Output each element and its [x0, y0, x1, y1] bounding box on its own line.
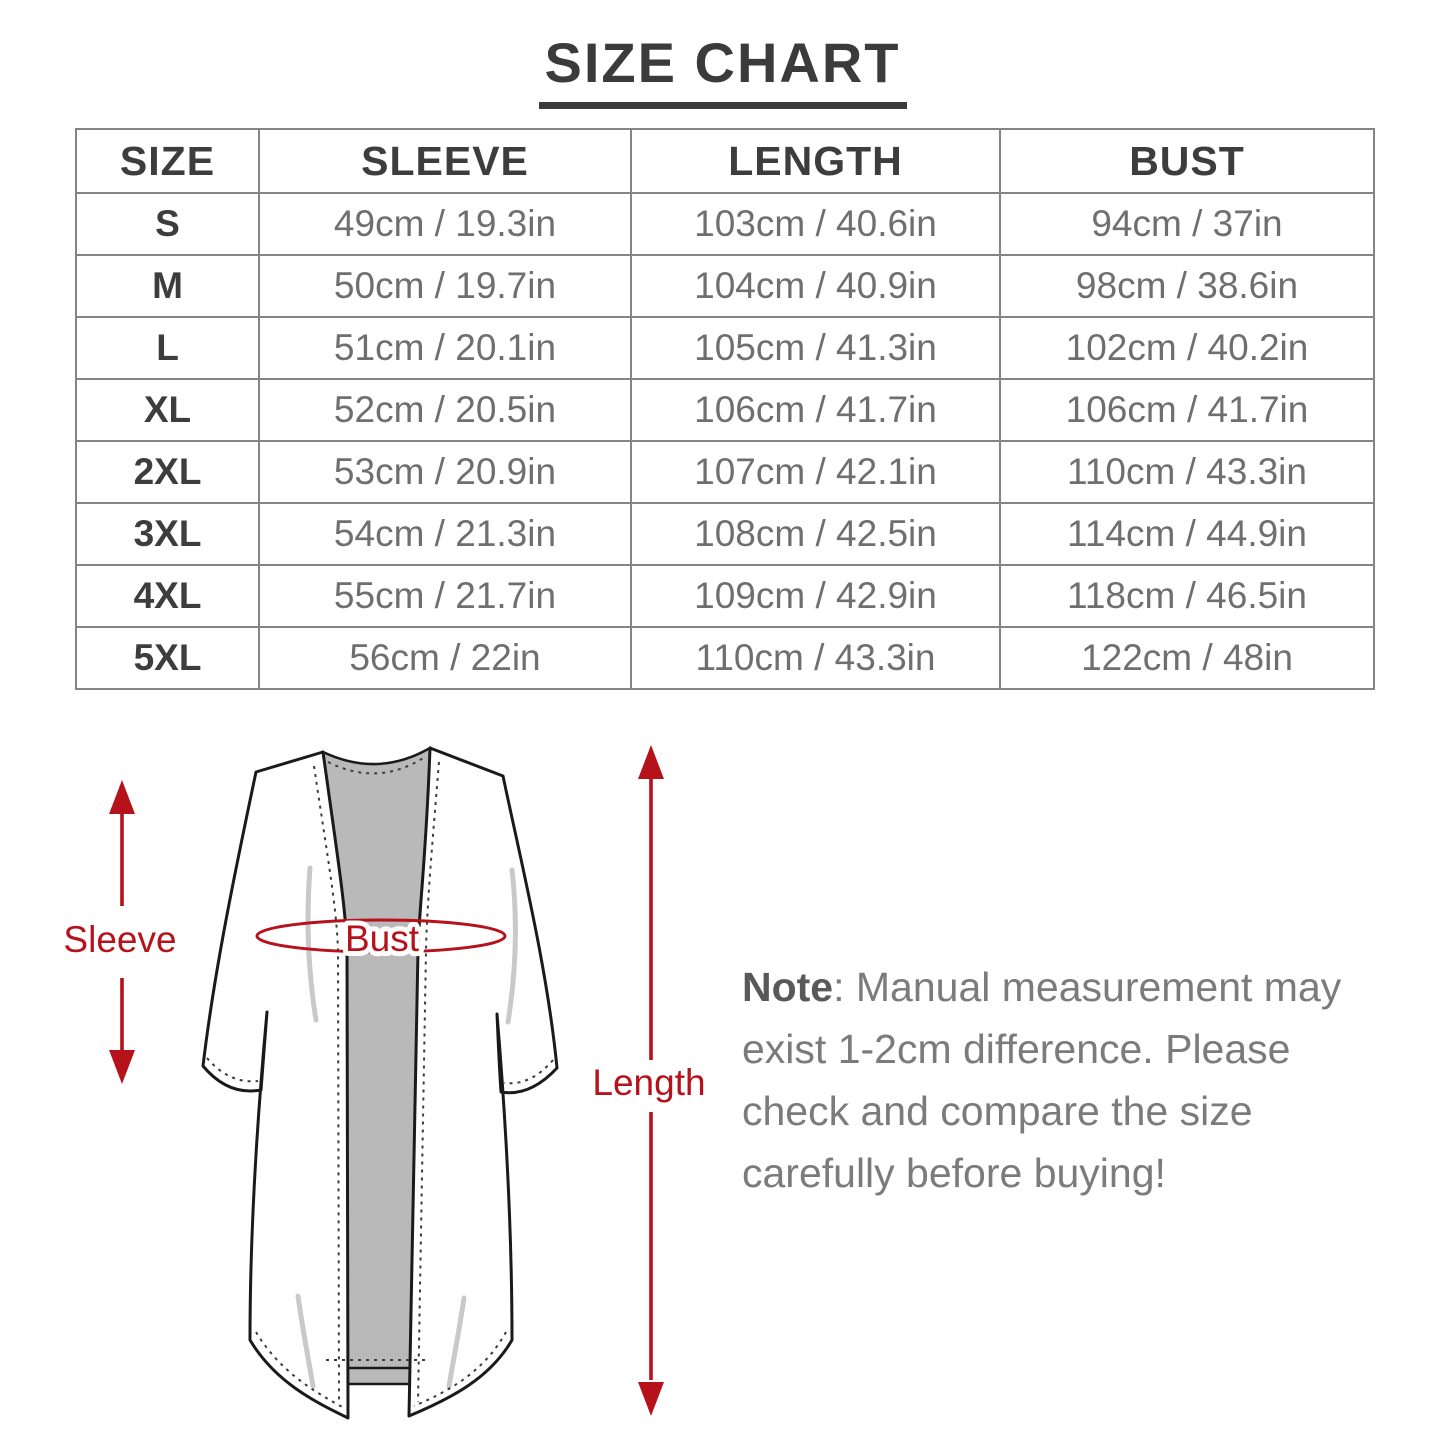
col-header-bust: BUST [1000, 129, 1374, 193]
cell-bust: 94cm / 37in [1000, 193, 1374, 255]
cell-bust: 106cm / 41.7in [1000, 379, 1374, 441]
size-table-body [76, 193, 1374, 689]
col-header-size: SIZE [76, 129, 259, 193]
table-row [76, 317, 1374, 379]
note-line [742, 956, 1402, 1018]
garment-left-panel [203, 752, 348, 1418]
cell-bust: 102cm / 40.2in [1000, 317, 1374, 379]
cell-length: 109cm / 42.9in [631, 565, 1000, 627]
cell-size: M [76, 255, 259, 317]
cell-sleeve: 52cm / 20.5in [259, 379, 631, 441]
table-row [76, 503, 1374, 565]
cell-size: S [76, 193, 259, 255]
cell-bust: 114cm / 44.9in [1000, 503, 1374, 565]
cell-length: 104cm / 40.9in [631, 255, 1000, 317]
table-row [76, 193, 1374, 255]
cell-bust: 98cm / 38.6in [1000, 255, 1374, 317]
cell-sleeve: 49cm / 19.3in [259, 193, 631, 255]
length-label: Length [592, 1062, 706, 1103]
cell-size: 4XL [76, 565, 259, 627]
table-row [76, 441, 1374, 503]
garment-right-panel [409, 748, 557, 1416]
garment-measurement-diagram [60, 740, 740, 1445]
note-line1-text: : Manual measurement may [833, 964, 1342, 1010]
cell-bust: 110cm / 43.3in [1000, 441, 1374, 503]
cell-sleeve: 51cm / 20.1in [259, 317, 631, 379]
cell-length: 103cm / 40.6in [631, 193, 1000, 255]
table-row [76, 255, 1374, 317]
cell-sleeve: 55cm / 21.7in [259, 565, 631, 627]
col-header-sleeve: SLEEVE [259, 129, 631, 193]
note-line: exist 1-2cm difference. Please [742, 1026, 1291, 1072]
cell-size: 5XL [76, 627, 259, 689]
title-wrap [0, 30, 1445, 109]
size-chart-table [75, 128, 1375, 690]
cell-length: 110cm / 43.3in [631, 627, 1000, 689]
table-row [76, 565, 1374, 627]
note-line: carefully before buying! [742, 1150, 1166, 1196]
cell-size: L [76, 317, 259, 379]
col-header-length: LENGTH [631, 129, 1000, 193]
cell-size: XL [76, 379, 259, 441]
table-header-row [76, 129, 1374, 193]
measurement-note [742, 956, 1402, 1204]
page-title: SIZE CHART [539, 30, 907, 109]
cell-size: 3XL [76, 503, 259, 565]
note-label: Note [742, 964, 834, 1010]
cell-bust: 122cm / 48in [1000, 627, 1374, 689]
cell-size: 2XL [76, 441, 259, 503]
cell-length: 106cm / 41.7in [631, 379, 1000, 441]
note-line: check and compare the size [742, 1088, 1253, 1134]
cell-length: 107cm / 42.1in [631, 441, 1000, 503]
cell-sleeve: 56cm / 22in [259, 627, 631, 689]
bust-label: Bust [344, 918, 420, 959]
cell-length: 105cm / 41.3in [631, 317, 1000, 379]
cell-bust: 118cm / 46.5in [1000, 565, 1374, 627]
cell-sleeve: 53cm / 20.9in [259, 441, 631, 503]
cell-sleeve: 54cm / 21.3in [259, 503, 631, 565]
table-row [76, 379, 1374, 441]
cell-sleeve: 50cm / 19.7in [259, 255, 631, 317]
table-row [76, 627, 1374, 689]
cell-length: 108cm / 42.5in [631, 503, 1000, 565]
sleeve-label: Sleeve [63, 919, 177, 960]
